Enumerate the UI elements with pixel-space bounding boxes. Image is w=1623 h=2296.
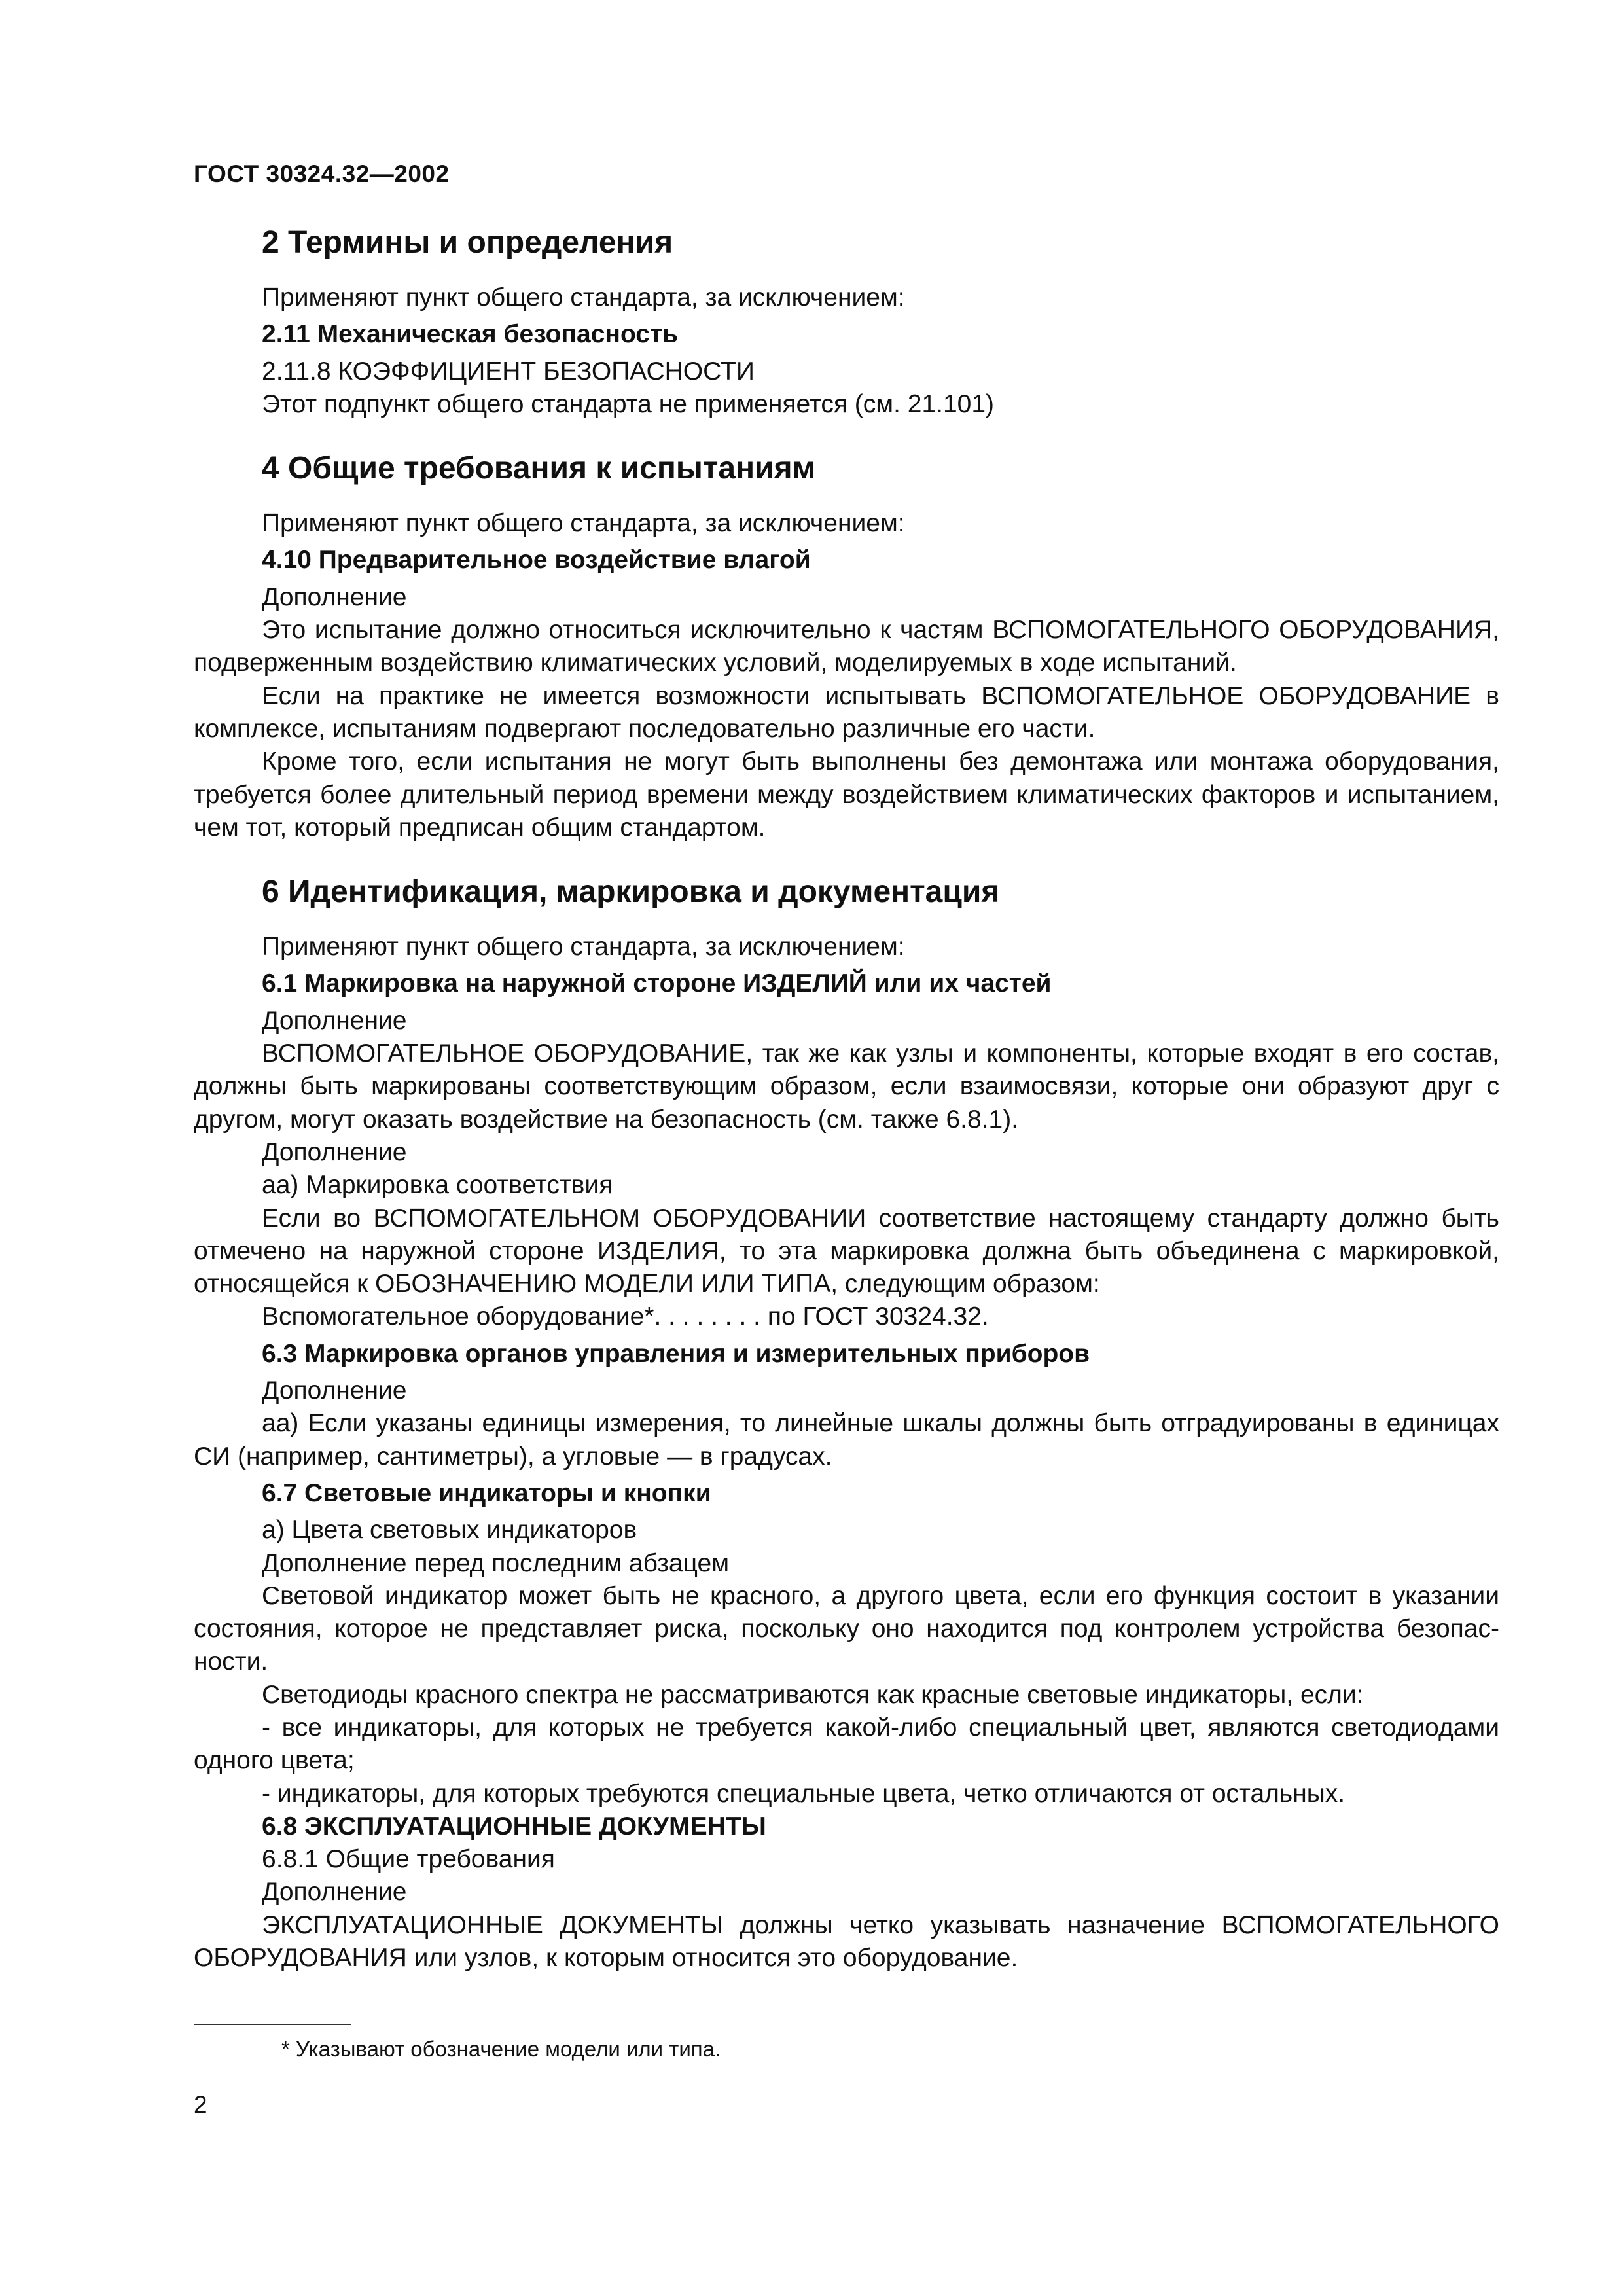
clause-6-8-1: 6.8.1 Общие требования [262,1845,555,1874]
clause-4-10-paragraph: Кроме того, если испытания не могут быть выполнены без демонтажа или монтажа оборудования, требуется более длительный период времени между воздействием климатических факторов и испытанием, чем тот, который предписан общим стандартом. [194,747,1499,842]
footnote: * Указывают обозначение модели или типа. [281,2037,721,2061]
clause-6-7-paragraph: Светодиоды красного спектра не рассматриваются как красные световые индикаторы, если: [262,1680,1364,1709]
clause-2-11-8-note: Этот подпункт общего стандарта не применяется (см. 21.101) [262,389,995,418]
clause-6-8-heading: 6.8 ЭКСПЛУАТАЦИОННЫЕ ДОКУМЕНТЫ [262,1812,766,1840]
clause-6-1-addition-label: Дополнение [262,1138,407,1166]
clause-6-1-paragraph: Если во ВСПОМОГАТЕЛЬНОМ ОБОРУДОВАНИИ соответствие настоящему стандарту должно быть отмечено на наружной стороне ИЗДЕЛИЯ, то эта маркировка должна быть объединена с маркировкой, относящейся к ОБОЗНАЧЕНИЮ МОДЕЛИ ИЛИ ТИПА, следующим образом: [194,1204,1499,1299]
clause-6-1-heading: 6.1 Маркировка на наружной стороне ИЗДЕЛИЙ или их частей [262,969,1052,998]
clause-6-7-addition-label: Дополнение перед последним абзацем [262,1549,730,1577]
clause-6-7-heading: 6.7 Световые индикаторы и кнопки [262,1479,711,1507]
clause-6-3-addition-label: Дополнение [262,1376,407,1405]
clause-2-11-heading: 2.11 Механическая безопасность [262,320,679,349]
clause-4-10-heading: 4.10 Предварительное воздействие влагой [262,546,811,575]
clause-6-7-list-item: - индикаторы, для которых требуются специальные цвета, четко отличаются от остальных. [262,1779,1346,1808]
clause-6-1-addition-label: Дополнение [262,1006,407,1035]
clause-2-11-8: 2.11.8 КОЭФФИЦИЕНТ БЕЗОПАСНОСТИ [262,357,755,386]
clause-4-10-paragraph: Это испытание должно относиться исключительно к частям ВСПОМОГАТЕЛЬНОГО ОБОРУДОВАНИЯ, подверженным воздействию климатических условий, моделируемых в ходе испытаний. [194,616,1499,677]
clause-6-7-item-a: а) Цвета световых индикаторов [262,1516,637,1545]
clause-6-7-list-item: - все индикаторы, для которых не требуется какой-либо специальный цвет, являются светодиодами одного цвета; [194,1713,1499,1775]
page-number: 2 [194,2091,207,2118]
clause-6-8-1-addition-label: Дополнение [262,1878,407,1907]
clause-4-10-paragraph: Если на практике не имеется возможности испытывать ВСПОМОГАТЕЛЬНОЕ ОБОРУДОВАНИЕ в комплексе, испытаниям подвергают последовательно различные его части. [194,681,1499,743]
clause-6-7-paragraph: Световой индикатор может быть не красного, а другого цвета, если его функция состоит в указании состояния, которое не представляет риска, поскольку оно находится под контролем устройства безопасности. [194,1581,1499,1676]
standard-header: ГОСТ 30324.32—2002 [194,160,450,187]
clause-6-1-item-aa: аа) Маркировка соответствия [262,1171,613,1200]
section-2-intro: Применяют пункт общего стандарта, за исключением: [262,283,905,312]
section-2-heading: 2 Термины и определения [262,225,673,260]
clause-6-3-heading: 6.3 Маркировка органов управления и измерительных приборов [262,1339,1090,1368]
clause-4-10-addition-label: Дополнение [262,583,407,611]
section-6-heading: 6 Идентификация, маркировка и документация [262,874,1000,910]
section-4-heading: 4 Общие требования к испытаниям [262,451,816,486]
clause-6-3-paragraph: аа) Если указаны единицы измерения, то линейные шкалы должны быть отградуированы в единицах СИ (например, сантиметры), а угловые — в градусах. [194,1409,1499,1471]
section-4-intro: Применяют пункт общего стандарта, за исключением: [262,509,905,538]
clause-6-1-marking-line: Вспомогательное оборудование*. . . . . . . . по ГОСТ 30324.32. [262,1302,989,1331]
section-6-intro: Применяют пункт общего стандарта, за исключением: [262,933,905,961]
clause-6-1-paragraph: ВСПОМОГАТЕЛЬНОЕ ОБОРУДОВАНИЕ, так же как узлы и компоненты, которые входят в его состав, должны быть маркированы соответствующим образом, если взаимосвязи, которые они образуют друг с другом, могут оказать воздействие на безопасность (см. также 6.8.1). [194,1039,1499,1134]
page-content [194,224,1499,1975]
footnote-divider [194,2024,351,2025]
clause-6-8-1-paragraph: ЭКСПЛУАТАЦИОННЫЕ ДОКУМЕНТЫ должны четко указывать назначение ВСПОМОГАТЕЛЬНОГО ОБОРУДОВАНИЯ или узлов, к которым относится это оборудование. [194,1910,1499,1973]
